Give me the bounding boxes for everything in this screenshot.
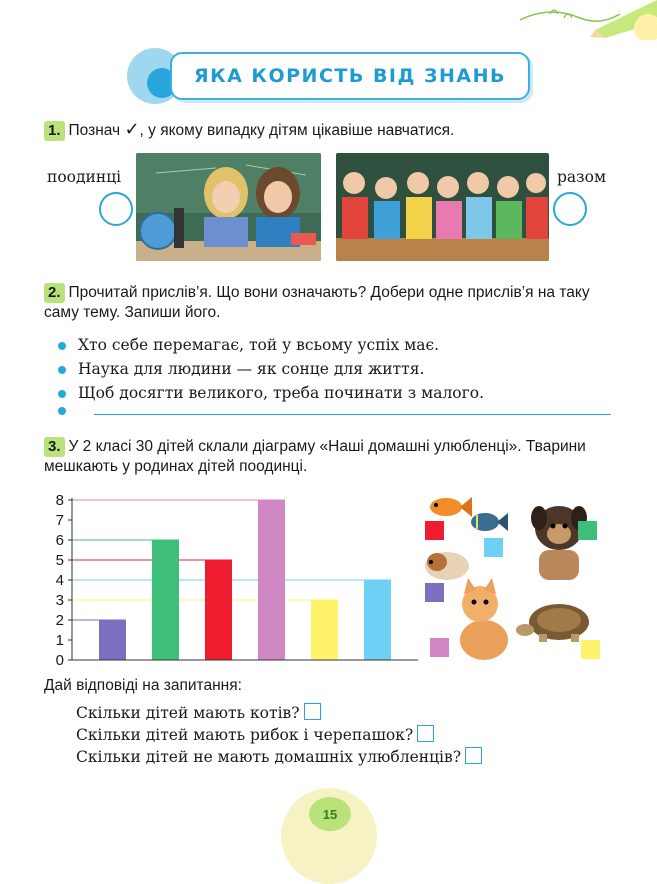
bullet-dot-icon bbox=[58, 390, 66, 398]
photo-kids-together bbox=[336, 153, 549, 261]
chart-bar bbox=[258, 500, 285, 660]
task-2-text: Прочитай прислів’я. Що вони означають? Добери одне прислів’я на таку саму тему. Запиши його. bbox=[44, 284, 590, 321]
pets-bar-chart bbox=[50, 490, 425, 670]
aquarium-fish-icon bbox=[467, 508, 509, 536]
page-number: 15 bbox=[309, 797, 351, 831]
guinea-pig-icon bbox=[423, 548, 471, 582]
legend-square-cat bbox=[430, 638, 449, 657]
y-tick-label: 8 bbox=[55, 492, 64, 509]
y-tick-label: 2 bbox=[55, 612, 64, 629]
y-tick-label: 5 bbox=[55, 552, 64, 569]
proverb-item bbox=[78, 357, 484, 381]
question-text: Скільки дітей не мають домашніх улюбленців? bbox=[76, 748, 462, 766]
proverb-text: Хто себе перемагає, той у всьому успіх має. bbox=[78, 336, 440, 354]
chart-bar bbox=[205, 560, 232, 660]
chart-bar bbox=[152, 540, 179, 660]
task-2-number: 2. bbox=[44, 283, 65, 303]
checkmark-icon: ✓ bbox=[124, 119, 140, 140]
task-1-instruction bbox=[44, 120, 454, 141]
question-item bbox=[76, 702, 482, 724]
y-tick-label: 3 bbox=[55, 592, 64, 609]
bullet-dot-icon bbox=[58, 407, 66, 415]
dog-icon bbox=[519, 494, 599, 586]
label-together: разом bbox=[557, 168, 607, 186]
chart-bar bbox=[311, 600, 338, 660]
proverb-list bbox=[78, 333, 484, 405]
question-item bbox=[76, 746, 482, 768]
pencil-decoration-icon bbox=[520, 0, 657, 40]
legend-square-turtle bbox=[581, 640, 600, 659]
task-1-number: 1. bbox=[44, 121, 65, 141]
task-1-text-before: Познач bbox=[68, 122, 121, 139]
proverb-text: Наука для людини — як сонце для життя. bbox=[78, 360, 425, 378]
y-tick-label: 0 bbox=[55, 652, 64, 669]
y-tick-label: 6 bbox=[55, 532, 64, 549]
answer-box[interactable] bbox=[465, 747, 482, 764]
question-text: Скільки дітей мають рибок і черепашок? bbox=[76, 726, 414, 744]
chart-bar bbox=[99, 620, 126, 660]
legend-square-aquarium-fish bbox=[484, 538, 503, 557]
y-tick-label: 7 bbox=[55, 512, 64, 529]
question-item bbox=[76, 724, 482, 746]
bullet-dot-icon bbox=[58, 342, 66, 350]
questions-title: Дай відповіді на запитання: bbox=[44, 677, 242, 694]
proverb-item bbox=[78, 381, 484, 405]
proverb-answer-line[interactable] bbox=[94, 414, 611, 415]
cat-icon bbox=[450, 578, 516, 662]
proverb-item bbox=[78, 333, 484, 357]
task-2-instruction bbox=[44, 283, 614, 323]
proverb-text: Щоб досягти великого, треба починати з малого. bbox=[78, 384, 485, 402]
question-text: Скільки дітей мають котів? bbox=[76, 704, 300, 722]
chart-bar bbox=[364, 580, 391, 660]
answer-box[interactable] bbox=[417, 725, 434, 742]
task-3-instruction bbox=[44, 437, 614, 477]
answer-circle-alone[interactable] bbox=[99, 192, 133, 226]
photo-girls-studying bbox=[136, 153, 321, 261]
legend-square-dog bbox=[578, 521, 597, 540]
y-tick-label: 4 bbox=[55, 572, 64, 589]
label-alone: поодинці bbox=[47, 168, 122, 186]
page-title: ЯКА КОРИСТЬ ВІД ЗНАНЬ bbox=[193, 65, 507, 87]
questions-list bbox=[76, 702, 482, 768]
legend-square-guinea-pig bbox=[425, 583, 444, 602]
y-tick-label: 1 bbox=[55, 632, 64, 649]
answer-circle-together[interactable] bbox=[553, 192, 587, 226]
task-3-text: У 2 класі 30 дітей склали діаграму «Наші домашні улюбленці». Тварини мешкають у родинах дітей поодинці. bbox=[44, 438, 586, 475]
task-1-text-after: , у якому випадку дітям цікавіше навчатися. bbox=[139, 122, 455, 139]
bullet-dot-icon bbox=[58, 366, 66, 374]
answer-box[interactable] bbox=[304, 703, 321, 720]
task-3-number: 3. bbox=[44, 437, 65, 457]
title-banner bbox=[170, 52, 530, 100]
legend-square-fish bbox=[425, 521, 444, 540]
